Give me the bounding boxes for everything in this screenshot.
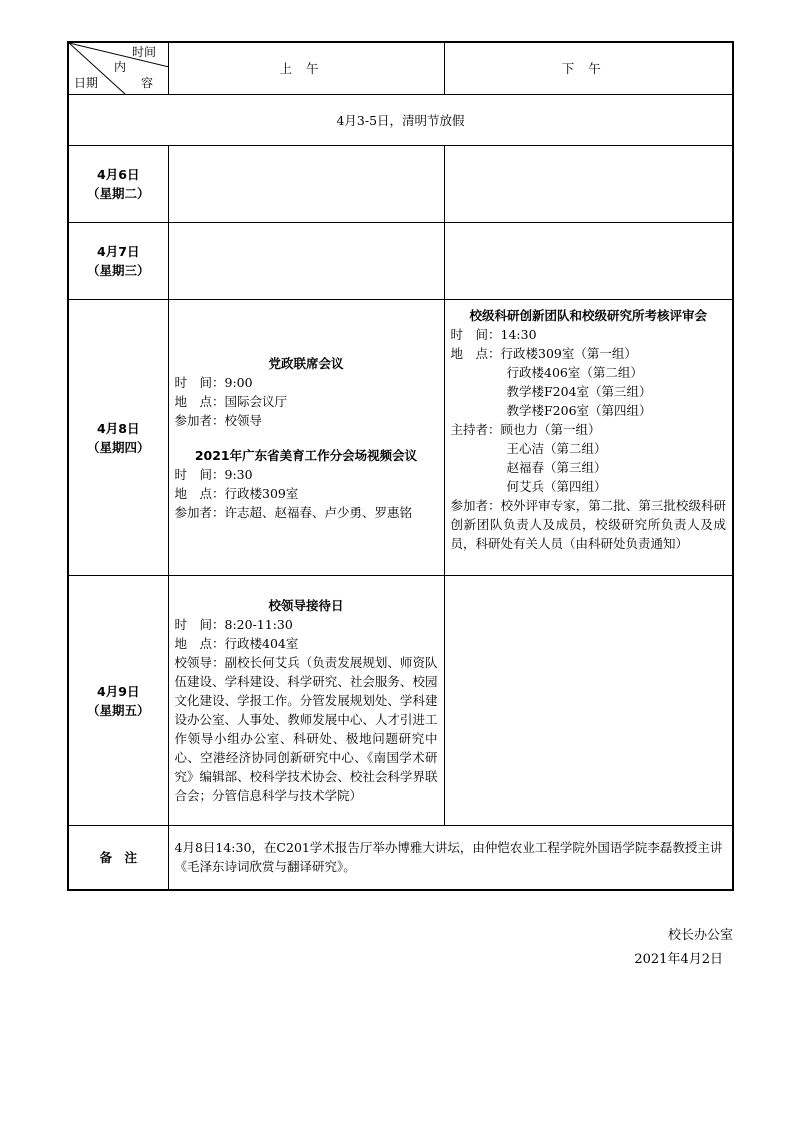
weekday-label: （星期五） xyxy=(86,702,150,718)
header-am: 上午 xyxy=(168,42,444,95)
holiday-row xyxy=(68,95,733,146)
corner-content-label-1: 内 xyxy=(114,60,127,74)
meeting-host: 王心洁（第二组） xyxy=(506,441,607,456)
corner-date-label: 日期 xyxy=(74,76,99,90)
diagonal-header-cell xyxy=(68,42,168,95)
corner-time-label: 时间 xyxy=(132,45,157,59)
corner-content-label-2: 容 xyxy=(141,76,154,90)
meeting-place: 地 点：行政楼309室 xyxy=(174,485,299,501)
pm-cell-empty xyxy=(444,146,733,223)
meeting-host: 赵福春（第三组） xyxy=(506,460,607,475)
meeting-host: 主持者：顾也力（第一组） xyxy=(450,422,601,437)
date-label: 4月7日 xyxy=(97,244,140,259)
remarks-row xyxy=(68,826,733,890)
meeting-leader: 校领导：副校长何艾兵（负责发展规划、师资队伍建设、学科建设、科学研究、社会服务、校园文化建设、学报工作。分管发展规划处、学科建设办公室、人事处、教师发展中心、人才引进工作领导小组办公室、科研处、极地问题研究中心、空港经济协同创新研究中心、《南国学术研究》编辑部、校科学技术协会、校社会科学界联合会；分管信息科学与技术学院） xyxy=(174,655,438,803)
meeting-host: 何艾兵（第四组） xyxy=(506,479,607,494)
meeting-place: 教学楼F204室（第三组） xyxy=(506,384,652,399)
header-pm: 下午 xyxy=(444,42,733,95)
remarks-text: 4月8日14:30，在C201学术报告厅举办博雅大讲坛，由仲恺农业工程学院外国语学院李磊教授主讲《毛泽东诗词欣赏与翻译研究》。 xyxy=(168,826,733,890)
issue-date: 2021年4月2日 xyxy=(634,952,723,967)
meeting-place: 行政楼406室（第二组） xyxy=(506,365,643,380)
am-cell-empty xyxy=(168,146,444,223)
meeting-place: 地 点：行政楼404室 xyxy=(174,636,299,651)
meeting-place: 地 点：行政楼309室（第一组） xyxy=(450,346,637,361)
pm-cell-empty xyxy=(444,223,733,300)
apr8-pm-cell xyxy=(444,300,733,576)
date-cell xyxy=(68,146,168,223)
meeting-time: 时 间：9:30 xyxy=(174,466,253,482)
holiday-text: 4月3-5日，清明节放假 xyxy=(68,95,733,146)
meeting-time: 时 间：14:30 xyxy=(450,327,537,342)
header-row xyxy=(68,42,733,95)
date-label: 4月9日 xyxy=(97,683,140,699)
meeting-attendees: 参加者：许志超、赵福春、卢少勇、罗惠铭 xyxy=(174,504,413,520)
issuing-office: 校长办公室 xyxy=(667,928,733,943)
schedule-table xyxy=(67,41,734,891)
meeting-time: 时 间：8:20-11:30 xyxy=(174,617,293,632)
meeting-time: 时 间：9:00 xyxy=(174,374,253,390)
meeting-attendees: 参加者：校外评审专家，第二批、第三批校级科研创新团队负责人及成员，校级研究所负责人及成员，科研处有关人员（由科研处负责通知） xyxy=(450,498,726,551)
day-row-apr6 xyxy=(68,146,733,223)
meeting-title: 校级科研创新团队和校级研究所考核评审会 xyxy=(469,308,707,323)
date-label: 4月8日 xyxy=(97,420,140,436)
meeting-place: 地 点：国际会议厅 xyxy=(174,393,288,409)
meeting-title: 2021年广东省美育工作分会场视频会议 xyxy=(194,447,418,463)
pm-cell-empty xyxy=(444,576,733,826)
date-cell xyxy=(68,223,168,300)
day-row-apr7 xyxy=(68,223,733,300)
weekday-label: （星期三） xyxy=(86,263,150,278)
day-row-apr9 xyxy=(68,576,733,826)
day-row-apr8 xyxy=(68,300,733,576)
weekday-label: （星期四） xyxy=(86,439,150,455)
meeting-place: 教学楼F206室（第四组） xyxy=(506,403,652,418)
meeting-title: 校领导接待日 xyxy=(268,598,344,613)
date-label: 4月6日 xyxy=(97,167,140,182)
date-cell xyxy=(68,300,168,576)
date-cell xyxy=(68,576,168,826)
apr9-am-cell xyxy=(168,576,444,826)
meeting-attendees: 参加者：校领导 xyxy=(174,412,263,428)
remarks-label: 备 注 xyxy=(68,826,168,890)
meeting-title: 党政联席会议 xyxy=(268,355,344,371)
apr8-am-cell xyxy=(168,300,444,576)
weekday-label: （星期二） xyxy=(86,186,150,201)
am-cell-empty xyxy=(168,223,444,300)
